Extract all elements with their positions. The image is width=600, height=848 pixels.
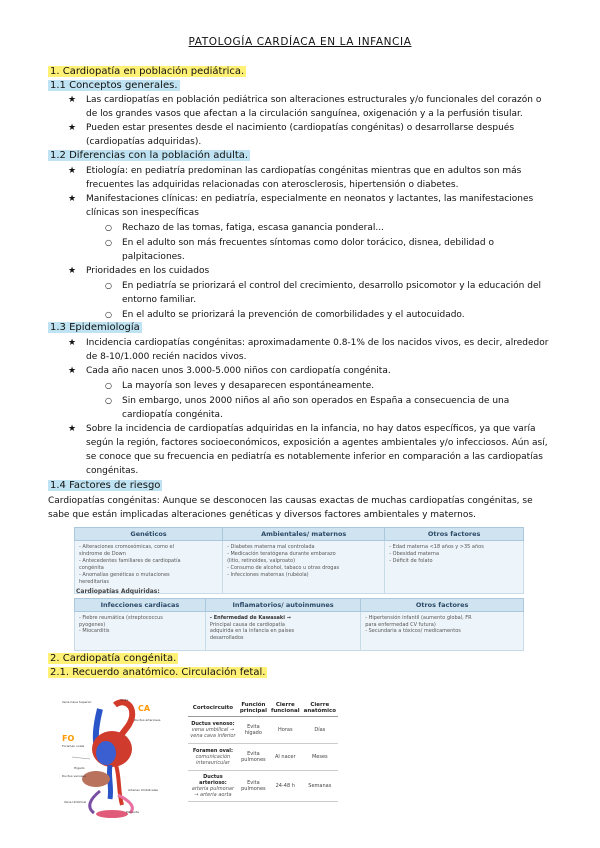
text-line: se conoce que su frecuencia en pediatría es notablemente inferior en comparación a las cardiopatías — [86, 452, 543, 462]
cell-line: hereditarias — [79, 579, 109, 585]
section-1-2-heading: 1.2 Diferencias con la población adulta. — [50, 150, 249, 161]
table-header: Genéticos — [75, 528, 223, 541]
table-header: Otros factores — [361, 599, 524, 612]
text-line: Incidencia cardiopatías congénitas: aproximadamente 0.8-1% de los nacidos vivos, es decir, alrededor — [86, 338, 549, 348]
ductus-venosus-label: Ductus venosus — [62, 774, 86, 778]
cell-line: (litio, retinoides, valproato) — [227, 558, 296, 564]
table-cell: Semanas — [302, 771, 338, 802]
arterias-umbilicales-label: Arterias Umbilicales — [128, 788, 158, 792]
section-2-1-heading: 2.1. Recuerdo anatómico. Circulación fetal. — [50, 667, 266, 678]
text-line: Las cardiopatías en población pediátrica son alteraciones estructurales y/o funcionales del corazón o — [86, 95, 542, 105]
table-cell: Evita pulmones — [238, 771, 269, 802]
text-line: clínicas son inespecíficas — [86, 208, 199, 218]
fetal-circulation-diagram — [60, 695, 166, 819]
cell-line: - Infecciones maternas (rubéola) — [227, 572, 309, 578]
table-cell: Meses — [302, 744, 338, 771]
table-header: Infecciones cardiacas — [75, 599, 206, 612]
star-bullet-icon: ★ — [68, 194, 77, 204]
shunt-name: Ductus venoso: — [191, 721, 235, 727]
table-cell — [385, 541, 524, 594]
text-line: En el adulto son más frecuentes síntomas como dolor torácico, disnea, debilidad o — [122, 238, 494, 248]
text-line: Prioridades en los cuidados — [86, 266, 210, 276]
table-cell: Al nacer — [269, 744, 302, 771]
star-bullet-icon: ★ — [68, 123, 77, 133]
table-cell: 24-48 h — [269, 771, 302, 802]
fo-label: FO — [62, 734, 75, 743]
table-header: Cierre funcional — [269, 700, 302, 717]
text-line: Rechazo de las tomas, fatiga, escasa ganancia ponderal... — [122, 223, 384, 233]
table-cell — [205, 612, 360, 651]
table-header: Cierre anatómico — [302, 700, 338, 717]
table-cell: Evita pulmones — [238, 744, 269, 771]
text-line: sabe que están implicadas alteraciones genéticas y diversos factores ambientales y maternos. — [48, 510, 476, 520]
shunt-desc: arteria pulmonar → arteria aorta — [191, 786, 235, 798]
cell-line: - Hipertensión infantil (aumento global, FR — [365, 615, 472, 621]
shunt-name: Foramen oval: — [192, 748, 233, 754]
cell-line: - Enfermedad de Kawasaki → — [209, 615, 291, 621]
text-line: (cardiopatías adquiridas). — [86, 137, 202, 147]
table-header: Función principal — [238, 700, 269, 717]
circle-bullet-icon: ○ — [105, 238, 112, 247]
text-line: Cada año nacen unos 3.000-5.000 niños con cardiopatía congénita. — [86, 366, 391, 376]
star-bullet-icon: ★ — [68, 366, 77, 376]
cell-line: - Secundaria a tóxicos/ medicamentos — [365, 628, 461, 634]
table-header: Cortocircuito — [188, 700, 238, 717]
foramen-ovale-label: Foramen ovale — [62, 744, 85, 748]
cell-line: - Fiebre reumática (streptococcus — [79, 615, 163, 621]
text-line: congénitas. — [86, 466, 139, 476]
cell-line: pyogenes) — [79, 621, 106, 628]
text-line: Manifestaciones clínicas: en pediatría, especialmente en neonatos y lactantes, las manifestaciones — [86, 194, 534, 204]
table-cell — [223, 541, 385, 594]
text-line: Etiología: en pediatría predominan las cardiopatías congénitas mientras que en adultos son más — [86, 166, 522, 176]
table-cell — [188, 717, 238, 744]
table-cell — [361, 612, 524, 651]
cell-line: - Antecedentes familiares de cardiopatía — [79, 558, 181, 564]
shunt-desc: comunicación interauricular — [195, 754, 231, 766]
higado-label: Hígado — [74, 766, 85, 770]
section-1-4-heading: 1.4 Factores de riesgo — [50, 480, 161, 491]
table-row — [188, 717, 338, 744]
text-line: En pediatría se priorizará el control del crecimiento, desarrollo psicomotor y la educación del — [122, 281, 541, 291]
table-row — [188, 744, 338, 771]
text-line: entorno familiar. — [122, 295, 197, 305]
table-header: Ambientales/ maternos — [223, 528, 385, 541]
star-bullet-icon: ★ — [68, 95, 77, 105]
circle-bullet-icon: ○ — [105, 310, 112, 319]
table-cell: Horas — [269, 717, 302, 744]
placenta-label: Placenta — [126, 810, 139, 814]
shunt-desc: vena umbilical → vena cava inferior — [190, 727, 236, 739]
text-line: frecuentes las adquiridas relacionadas con aterosclerosis, hipertensión o diabetes. — [86, 180, 459, 190]
cell-line: - Miocarditis — [79, 628, 110, 634]
vena-umbilical-label: Vena Umbilical — [64, 800, 87, 804]
table-row — [188, 771, 338, 802]
section-1-3-heading: 1.3 Epidemiología — [50, 322, 140, 333]
star-bullet-icon: ★ — [68, 424, 77, 434]
circle-bullet-icon: ○ — [105, 223, 112, 232]
text-line: palpitaciones. — [122, 252, 185, 262]
cell-line: - Medicación teratógena durante embarazo — [227, 551, 336, 557]
text-line: Pueden estar presentes desde el nacimiento (cardiopatías congénitas) o desarrollarse después — [86, 123, 515, 133]
section-1-heading: 1. Cardiopatía en población pediátrica. — [50, 66, 245, 77]
text-line: En el adulto se priorizará la prevención de comorbilidades y el autocuidado. — [122, 310, 465, 320]
table-header: Otros factores — [385, 528, 524, 541]
text-line: Sobre la incidencia de cardiopatías adquiridas en la infancia, no hay datos específicos, ya que varía — [86, 424, 536, 434]
acquired-table-title: Cardiopatías Adquiridas: — [76, 588, 160, 595]
table-cell — [75, 612, 206, 651]
cell-line: síndrome de Down — [79, 551, 126, 557]
ductus-arteriosus-label: Ductus arteriosus — [134, 718, 161, 722]
star-bullet-icon: ★ — [68, 266, 77, 276]
text-line: de 8-10/1.000 recién nacidos vivos. — [86, 352, 247, 362]
text-line: Cardiopatías congénitas: Aunque se desconocen las causas exactas de muchas cardiopatías congénitas, se — [48, 496, 533, 506]
text-line: Sin embargo, unos 2000 niños al año son operados en España a consecuencia de una — [122, 396, 510, 406]
congenital-risk-table — [74, 527, 524, 594]
cell-line: - Alteraciones cromosómicas, como el — [79, 544, 174, 550]
cell-line: congénita — [79, 565, 104, 571]
text-line: La mayoría son leves y desaparecen espontáneamente. — [122, 381, 375, 391]
section-1-1-heading: 1.1 Conceptos generales. — [50, 80, 178, 91]
cell-line: - Déficit de folato — [389, 558, 433, 564]
cell-line: - Consumo de alcohol, tabaco u otras drogas — [227, 565, 340, 571]
aorta-label: Aorta — [120, 698, 129, 702]
fetal-shunts-table — [188, 700, 338, 802]
cell-line: desarrollados — [209, 634, 244, 641]
cell-line: adquirida en la infancia en países — [209, 628, 295, 634]
table-cell — [188, 744, 238, 771]
table-cell — [75, 541, 223, 594]
cell-line: - Obesidad materna — [389, 551, 440, 557]
table-cell: Días — [302, 717, 338, 744]
table-cell: Evita hígado — [238, 717, 269, 744]
circle-bullet-icon: ○ — [105, 396, 112, 405]
cell-line: - Diabetes materna mal controlada — [227, 544, 315, 550]
text-line: según la región, factores socioeconómicos, exposición a agentes ambientales y/o infecciosos. Aún así, — [86, 438, 548, 448]
star-bullet-icon: ★ — [68, 338, 77, 348]
cell-line: Principal causa de cardiopatía — [209, 621, 285, 628]
cell-line: - Anomalías genéticas o mutaciones — [79, 572, 170, 578]
table-cell — [188, 771, 238, 802]
star-bullet-icon: ★ — [68, 166, 77, 176]
text-line: de los grandes vasos que afectan a la circulación sanguínea, oxigenación y a la perfusión tisular. — [86, 109, 523, 119]
section-2-heading: 2. Cardiopatía congénita. — [50, 653, 177, 664]
acquired-risk-table — [74, 598, 524, 651]
circle-bullet-icon: ○ — [105, 381, 112, 390]
cell-line: para enfermedad CV futura) — [365, 621, 436, 628]
text-line: cardiopatía congénita. — [122, 410, 223, 420]
ca-label: CA — [138, 704, 151, 713]
table-header: Inflamatorios/ autoinmunes — [205, 599, 360, 612]
cell-line: - Edad materna <18 años y >35 años — [389, 544, 484, 550]
vcs-label: Vena Cava Superior — [62, 700, 92, 704]
document-title: PATOLOGÍA CARDÍACA EN LA INFANCIA — [188, 36, 412, 48]
shunt-name: Ductus arterioso: — [199, 774, 227, 786]
circle-bullet-icon: ○ — [105, 281, 112, 290]
